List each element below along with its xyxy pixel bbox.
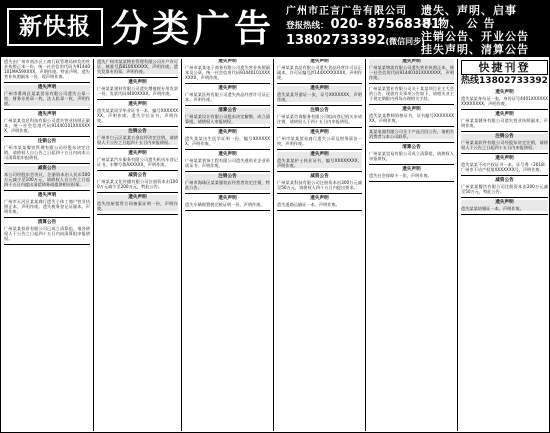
ad-notice bbox=[277, 174, 362, 190]
ad-notice bbox=[185, 152, 270, 168]
ad-notice-text: 广州某某软件有限公司经股东决定注销，请债权人于公告之日起四十五日内申报债权。 bbox=[461, 140, 548, 150]
ad-notice-heading: 遗失声明 bbox=[218, 86, 237, 91]
ad-category: 注销公告、开业公告 bbox=[421, 30, 529, 43]
hotline-row bbox=[286, 17, 440, 33]
ad-notice-heading: 遗失声明 bbox=[128, 102, 147, 107]
ad-notice-text: 广州某某文化传播有限公司注册资本由1000万元减少至200万元，特此公告。 bbox=[97, 179, 178, 189]
ad-notice-text: 广州某某投资有限公司已成立清算组，请各债权人于公告之日起四十五日内向清算组申报债权。 bbox=[4, 226, 90, 241]
ad-divider bbox=[277, 210, 362, 211]
hotline-number: 020- 87568381 bbox=[330, 17, 440, 32]
ad-notice-heading: 遗失声明 bbox=[128, 195, 147, 200]
ad-divider bbox=[277, 171, 362, 172]
ad-column-2 bbox=[94, 59, 182, 431]
ad-divider bbox=[185, 83, 270, 84]
ad-divider bbox=[461, 197, 548, 198]
classified-ads-area bbox=[1, 57, 550, 433]
mobile-note: (微信同步) bbox=[385, 37, 425, 46]
ad-notice-text: 遗失某某身份证一张，身份证号4401XXXXXXXXXXXXXX，声明作废。 bbox=[461, 96, 548, 106]
ad-notice bbox=[277, 130, 362, 146]
ad-notice-text: 广州市海珠区某某服装店经营者决定注销，特此公告。 bbox=[185, 180, 270, 190]
ad-notice bbox=[185, 174, 270, 190]
ad-divider bbox=[185, 171, 270, 172]
ad-notice-heading: 注销公告 bbox=[128, 129, 147, 134]
ad-notice bbox=[4, 166, 90, 187]
ad-notice-text: 广州市某某电子商务有限公司遗失营业执照副本及公章，统一社会信用代码91440101XXXXXXX，声明作废。 bbox=[185, 65, 270, 80]
ad-divider bbox=[185, 105, 270, 106]
ad-notice bbox=[4, 85, 90, 106]
ad-notice-heading: 遗失声明 bbox=[37, 85, 57, 90]
ad-notice-heading: 清算公告 bbox=[402, 145, 421, 150]
ad-notice-heading: 注销公告 bbox=[495, 134, 514, 139]
ad-notice bbox=[369, 167, 454, 178]
ad-notice-heading: 遗失声明 bbox=[402, 59, 421, 64]
ad-notice-text: 遗失某某护士执业证书，编号XXXXXXXX，声明作废。 bbox=[277, 158, 362, 168]
ad-divider bbox=[369, 83, 454, 84]
ad-notice-heading: 遗失声明 bbox=[310, 86, 329, 91]
ad-notice-heading: 减资公告 bbox=[310, 174, 329, 179]
ad-column-4 bbox=[274, 59, 366, 431]
ad-divider bbox=[97, 148, 178, 149]
ad-divider bbox=[4, 109, 90, 110]
ad-notice-text: 广州某某信息科技有限公司遗失营业执照正副本，统一社会信用代码91440101XXXXXXX，声明作废。 bbox=[4, 118, 90, 133]
ad-notice bbox=[97, 195, 178, 211]
ad-divider bbox=[277, 83, 362, 84]
mobile-number: 13802733392 bbox=[286, 33, 386, 48]
ad-notice bbox=[461, 200, 548, 211]
ad-divider bbox=[97, 192, 178, 193]
mobile-row bbox=[286, 33, 425, 49]
ad-divider bbox=[461, 153, 548, 154]
ad-notice bbox=[369, 59, 454, 80]
ad-notice bbox=[369, 107, 454, 123]
ad-notice-text: 遗失某某出生医学证明一份，编号XXXXXXX，声明作废。 bbox=[185, 136, 270, 146]
ad-notice-text: 广州某某物流有限公司遗失营业执照正本，统一社会信用代码91440101XXXXXXX，声明作废。 bbox=[369, 65, 454, 80]
ad-notice bbox=[97, 129, 178, 145]
ad-notice bbox=[185, 196, 270, 207]
ad-notice-text: 广州市白云区某某五金店经决定注销，请债权人于公告之日起四十五日内申报债权。 bbox=[97, 135, 178, 145]
ad-notice bbox=[461, 90, 548, 106]
ad-notice-heading: 遗失声明 bbox=[310, 59, 329, 64]
ad-category: 寻 物、 公 告 bbox=[421, 17, 496, 30]
ad-notice-heading: 遗失声明 bbox=[495, 200, 514, 205]
newspaper-logo-text: 新快报 bbox=[19, 13, 91, 40]
ad-notice-text: 广州某某设计有限公司股东决定解散，成立清算组，请债权人申报债权。 bbox=[185, 114, 270, 124]
ad-notice bbox=[461, 112, 548, 128]
ad-column-5 bbox=[366, 59, 458, 431]
ad-divider bbox=[4, 244, 90, 245]
agency-contact-block bbox=[286, 5, 440, 49]
ad-column-3 bbox=[182, 59, 274, 431]
ad-notice-heading: 清算公告 bbox=[218, 108, 237, 113]
ad-notice-heading: 减资公告 bbox=[37, 166, 57, 171]
ad-notice-text: 广州某某科技有限公司注册资本由300万元减至50万元，请债权人四十五日内提出要求。 bbox=[277, 180, 362, 190]
newspaper-logo bbox=[7, 8, 103, 46]
ad-notice-heading: 遗失声明 bbox=[128, 151, 147, 156]
ad-notice-heading: 注销公告 bbox=[310, 108, 329, 113]
ad-notice bbox=[461, 134, 548, 150]
ad-notice-text: 遗失某某结婚证一本，声明作废。 bbox=[461, 206, 524, 211]
ad-notice-heading: 遗失声明 bbox=[218, 59, 237, 64]
ad-divider bbox=[185, 210, 270, 211]
hotline-label: 登报热线： bbox=[286, 21, 329, 31]
ad-notice bbox=[4, 59, 90, 79]
quick-publish-hotline: 热线13802733392 bbox=[461, 76, 548, 86]
ad-notice bbox=[277, 108, 362, 124]
ad-divider bbox=[369, 164, 454, 165]
agency-name: 广州市正言广告有限公司 bbox=[286, 6, 407, 17]
ad-notice-heading: 清算公告 bbox=[37, 220, 57, 225]
ad-divider bbox=[4, 136, 90, 137]
ad-notice-text: 遗失某某同学毕业证书一本，编号XXXXXXXX，声明作废。遗失学位证书，声明作废。 bbox=[97, 108, 178, 123]
ad-divider bbox=[97, 214, 178, 215]
ad-notice-text: 广州某某建材有限公司遗失增值税专用发票一份，发票代码4400XXXX，声明作废。 bbox=[97, 86, 178, 96]
ad-notice-text: 广州某某健身有限公司遗失营业执照副本，声明作废。 bbox=[461, 118, 548, 128]
ad-notice-heading: 遗失声明 bbox=[128, 80, 147, 85]
ad-notice-text: 广州市番禺区某某贸易有限公司遗失公章一枚、财务专用章一枚、法人私章一枚，声明作废。 bbox=[4, 91, 90, 106]
ad-notice-text: 广州某某贸易有限公司成立清算组，请债权人申报债权。 bbox=[369, 151, 454, 161]
ad-notice-text: 广州某某置业有限公司关于某某项目业主大会的公告，现就有关事项公告如下，请相关业主于规定期限内到场办理相关手续。 bbox=[369, 86, 454, 101]
ad-notice bbox=[4, 112, 90, 133]
ad-category: 遗失、声明、启事 bbox=[421, 4, 517, 17]
ad-divider bbox=[277, 127, 362, 128]
ad-notice-text: 遗失某某导游证一张，证号XXXXXXX，声明作废。 bbox=[277, 92, 362, 102]
ad-divider bbox=[277, 149, 362, 150]
ad-notice-text: 遗失某某不动产权证书一本，证号粤（2018）广州市不动产权第XXXXXXX号，声明作废。 bbox=[461, 162, 548, 172]
ad-notice-text: 遗失某某教师资格证书，证书编号XXXXXXXXX，声明作废。 bbox=[369, 113, 454, 123]
ad-divider bbox=[97, 126, 178, 127]
ad-notice-text: 某某电器有限公司关于产品召回公告，请相关消费者与本公司联系。 bbox=[369, 129, 454, 139]
ad-notice-heading: 遗失声明 bbox=[402, 167, 421, 172]
ad-divider bbox=[369, 142, 454, 143]
ad-notice-heading: 遗失声明 bbox=[402, 107, 421, 112]
ad-notice-heading: 遗失声明 bbox=[310, 152, 329, 157]
ad-category: 挂失声明、清算公告 bbox=[421, 43, 529, 56]
ad-notice-heading: 遗失声明 bbox=[495, 112, 514, 117]
ad-notice-heading: 遗失声明 bbox=[37, 112, 57, 117]
ad-notice-heading: 遗失声明 bbox=[218, 130, 237, 135]
ad-divider bbox=[461, 109, 548, 110]
ad-notice bbox=[97, 151, 178, 167]
ad-category-list bbox=[421, 4, 549, 56]
ad-notice-text: 广州某某医药有限公司遗失药品经营许可证正本，声明作废。 bbox=[185, 92, 270, 102]
ad-notice-heading: 注销公告 bbox=[218, 174, 237, 179]
ad-notice bbox=[369, 129, 454, 139]
ad-notice-text: 广州某某咨询服务有限公司拟向登记机关申请注销，请债权人于四十五日内申报债权。 bbox=[277, 114, 362, 124]
ad-notice bbox=[277, 86, 362, 102]
ad-notice bbox=[461, 178, 548, 194]
ad-notice-heading: 减资公告 bbox=[128, 173, 147, 178]
ad-notice bbox=[185, 86, 270, 102]
ad-divider bbox=[369, 181, 454, 182]
ad-divider bbox=[185, 149, 270, 150]
ad-notice-text: 遗失社会保障卡一张，声明作废。 bbox=[369, 173, 432, 178]
ad-notice-text: 遗失广州市某某物业管理有限公司开户许可证，核准号J5810XXXXXX，声明作废。遗失发票专用章，声明作废。 bbox=[97, 59, 178, 74]
ad-divider bbox=[97, 99, 178, 100]
ad-notice bbox=[97, 102, 178, 123]
ad-notice-text: 遗失由广州市南沙区工商行政管理局核发的营业执照正本一份，统一社会信用代码为91440101MA59XXXX，声明作废。特此声明。遗失营业执照副本一份，现声明作废。 bbox=[4, 59, 90, 79]
ad-divider bbox=[369, 104, 454, 105]
ad-notice-heading: 遗失声明 bbox=[37, 193, 57, 198]
ad-notice bbox=[369, 86, 454, 101]
ad-divider bbox=[4, 163, 90, 164]
ad-notice-text: 广州市某某贸易商行遗失公章及财务章各一枚，声明作废。 bbox=[277, 136, 362, 146]
ad-notice-heading: 遗失声明 bbox=[310, 130, 329, 135]
ad-notice-heading: 遗失声明 bbox=[310, 196, 329, 201]
ad-notice-text: 遗失房屋租赁合同备案证明一份，声明作废。 bbox=[97, 201, 178, 211]
section-title: 分类广告 bbox=[111, 6, 275, 50]
ad-notice-text: 广州某某装饰工程有限公司遗失建筑业企业资质证书，声明作废。 bbox=[185, 158, 270, 168]
ad-notice bbox=[369, 145, 454, 161]
ad-notice-text: 遗失车辆购置税完税证明一份，声明作废。 bbox=[185, 202, 265, 207]
ad-notice-heading: 减资公告 bbox=[495, 178, 514, 183]
quick-publish-title: 快捷刊登 bbox=[461, 60, 548, 75]
ad-notice-text: 广州市某某餐饮管理有限公司经股东决定注销，请债权人自公告之日起四十五日内向本公司清算组申报债权。 bbox=[4, 145, 90, 160]
ad-divider bbox=[185, 127, 270, 128]
ad-notice-text: 广州某某汽车服务有限公司遗失机动车登记证书，车牌号粤AXXXXX，声明作废。 bbox=[97, 157, 178, 167]
masthead bbox=[1, 1, 550, 57]
ad-notice-text: 广州某某食品有限公司遗失食品经营许可证正副本，许可证编号JY144XXXXXXXX，声明作废。 bbox=[277, 65, 362, 80]
ad-divider bbox=[461, 214, 548, 215]
ad-notice-heading: 遗失声明 bbox=[495, 156, 514, 161]
ad-divider bbox=[4, 82, 90, 83]
ad-notice-heading: 遗失声明 bbox=[218, 196, 237, 201]
ad-notice-text: 遗失道路运输证一本，声明作废。 bbox=[277, 202, 340, 207]
ad-notice bbox=[97, 80, 178, 96]
ad-notice bbox=[97, 173, 178, 189]
ad-notice bbox=[277, 152, 362, 168]
ad-divider bbox=[277, 193, 362, 194]
ad-notice-heading: 遗失声明 bbox=[495, 90, 514, 95]
ad-notice bbox=[4, 220, 90, 241]
ad-notice bbox=[461, 156, 548, 172]
ad-divider bbox=[461, 175, 548, 176]
ad-notice-text: 广州某某餐饮有限公司注册资本由200万元减至50万元，特此公告。 bbox=[461, 184, 548, 194]
ad-divider bbox=[97, 77, 178, 78]
ad-notice bbox=[185, 130, 270, 146]
ad-notice bbox=[4, 193, 90, 214]
ad-notice bbox=[4, 139, 90, 160]
ad-divider bbox=[277, 105, 362, 106]
ad-notice bbox=[185, 59, 270, 80]
ad-divider bbox=[4, 217, 90, 218]
ad-notice-heading: 注销公告 bbox=[37, 139, 57, 144]
ad-divider bbox=[185, 193, 270, 194]
ad-notice bbox=[277, 59, 362, 80]
ad-divider bbox=[4, 190, 90, 191]
ad-notice bbox=[277, 196, 362, 207]
ad-notice-text: 广州市天河区某某商行遗失个体工商户营业执照正本，声明作废。遗失税务登记证副本，声明作废。 bbox=[4, 199, 90, 214]
ad-divider bbox=[369, 126, 454, 127]
ad-notice-text: 本公司经股东会决议，注册资本由人民币500万元减少至100万元，请债权人自公告之日起四十五日内提出清偿债务或提供相应担保。 bbox=[4, 172, 90, 187]
ad-column-1 bbox=[1, 59, 94, 431]
ad-notice bbox=[97, 59, 178, 74]
quick-publish-box bbox=[461, 60, 548, 87]
ad-divider bbox=[461, 131, 548, 132]
ad-divider bbox=[97, 170, 178, 171]
ad-column-6 bbox=[458, 59, 550, 431]
ad-notice-heading: 遗失声明 bbox=[218, 152, 237, 157]
ad-notice bbox=[185, 108, 270, 124]
